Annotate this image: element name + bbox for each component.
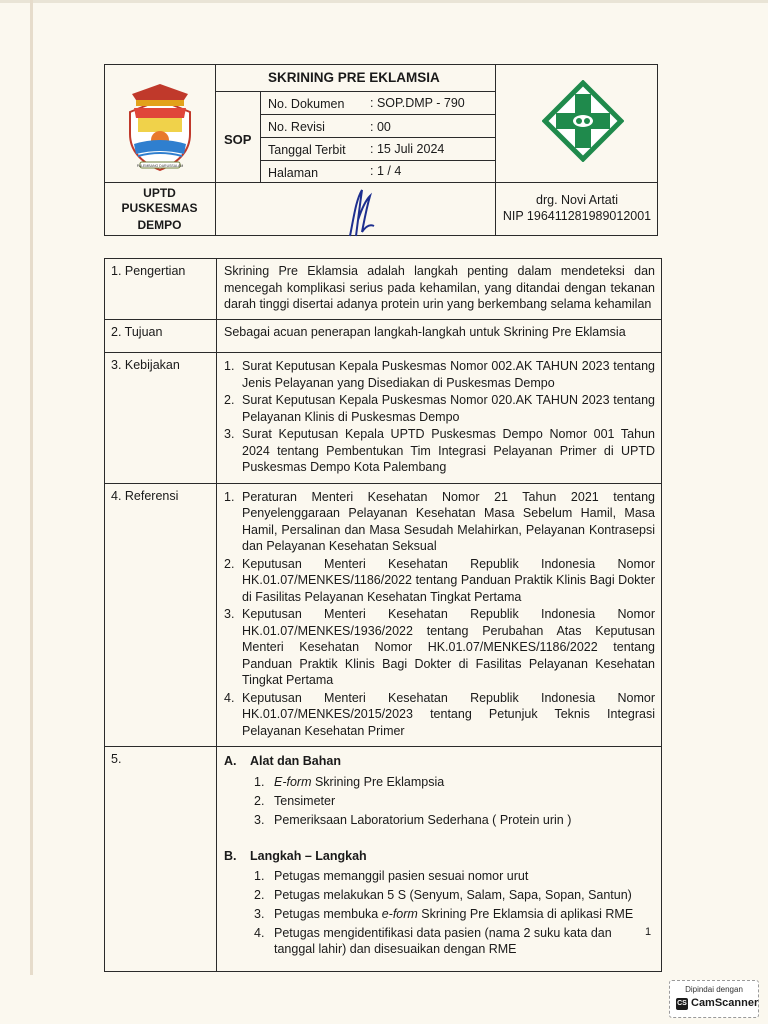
kebijakan-item: 2. Surat Keputusan Kepala Puskesmas Nomor 020.AK TAHUN 2023 tentang Pelayanan Klinis di Puskesmas Dempo (224, 393, 655, 424)
field-value-halaman: : 1 / 4 (370, 164, 402, 178)
signature (336, 186, 384, 238)
label-kebijakan: 3. Kebijakan (105, 353, 217, 483)
referensi-list (224, 489, 655, 740)
langkah-list (224, 868, 655, 957)
alat-item: 1. E-form Skrining Pre Eklampsia (254, 774, 445, 789)
row-prosedur (104, 747, 662, 972)
field-value-no-revisi: : 00 (370, 120, 391, 134)
sop-content-table (104, 258, 662, 972)
signer-nip: NIP 196411281989012001 (502, 209, 652, 223)
puskesmas-logo (542, 80, 624, 162)
page-title: SKRINING PRE EKLAMSIA (268, 70, 440, 85)
text-pengertian: Skrining Pre Eklamsia adalah langkah penting dalam mendeteksi dan mencegah komplikasi serius pada kehamilan, yang ditandai dengan tekanan darah tinggi disertai adanya protein urin yang berkembang selama kehamilan (224, 264, 655, 311)
alat-item: 3. Pemeriksaan Laboratorium Sederhana ( Protein urin ) (254, 812, 572, 827)
text-tujuan: Sebagai acuan penerapan langkah-langkah untuk Skrining Pre Eklamsia (224, 324, 626, 339)
scanner-caption: Dipindai dengan (685, 985, 743, 994)
referensi-item: 4. Keputusan Menteri Kesehatan Republik Indonesia Nomor HK.01.07/MENKES/2015/2023 tentang Petunjuk Teknis Integrasi Pelayanan Kesehatan Primer (224, 690, 655, 738)
row-tujuan (104, 320, 662, 354)
label-prosedur: 5. (105, 747, 217, 971)
alat-list (224, 774, 655, 828)
palembang-crest-logo (124, 78, 196, 174)
langkah-item: 4. Petugas mengidentifikasi data pasien (nama 2 suku kata dan tanggal lahir) dan disesuaikan dengan RME (254, 926, 612, 956)
scan-left-edge (30, 0, 33, 975)
field-label-halaman: Halaman (268, 166, 319, 180)
label-tujuan: 2. Tujuan (105, 320, 217, 353)
crest-motto: PALEMBANG DARUSSALAM (136, 164, 184, 168)
referensi-item: 3. Keputusan Menteri Kesehatan Republik Indonesia Nomor HK.01.07/MENKES/1936/2022 tentang Perubahan Atas Keputusan Menteri Kesehatan Nomor HK.01.07/MENKES/1186/2022 tentang Panduan Praktik Klinis Bagi Dokter di Fasilitas Pelayanan Kesehatan Tingkat Pertama (224, 607, 655, 687)
row-kebijakan (104, 353, 662, 484)
sop-label: SOP (224, 132, 252, 147)
field-label-tanggal-terbit: Tanggal Terbit (268, 143, 346, 157)
camscanner-icon: CS (676, 998, 688, 1010)
kebijakan-item: 3. Surat Keputusan Kepala UPTD Puskesmas Dempo Nomor 001 Tahun 2024 tentang Pembentukan Tim Integrasi Pelayanan Primer di UPTD Puskesmas Dempo Kota Palembang (224, 427, 655, 474)
section-b-title: B. Langkah – Langkah (224, 848, 367, 863)
scan-top-edge (0, 0, 768, 3)
signer-name: drg. Novi Artati (536, 193, 618, 207)
org-line-uptd: UPTD (143, 186, 176, 200)
langkah-item: 2. Petugas melakukan 5 S (Senyum, Salam, Sapa, Sopan, Santun) (254, 888, 632, 902)
referensi-item: 2. Keputusan Menteri Kesehatan Republik Indonesia Nomor HK.01.07/MENKES/1186/2022 tentang Panduan Praktik Klinis Bagi Dokter di Fasilitas Pelayanan Kesehatan Tingkat Pertama (224, 556, 655, 604)
org-line-puskesmas: PUSKESMAS (121, 201, 198, 215)
field-value-tanggal-terbit: : 15 Juli 2024 (370, 142, 445, 156)
sop-header-table (104, 64, 658, 236)
camscanner-watermark (669, 980, 759, 1018)
kebijakan-list (224, 358, 655, 476)
langkah-item: 1. Petugas memanggil pasien sesuai nomor urut (254, 869, 529, 883)
referensi-item: 1. Peraturan Menteri Kesehatan Nomor 21 Tahun 2021 tentang Penyelenggaraan Pelayanan Kesehatan Masa Sebelum Hamil, Masa Hamil, Persalinan dan Masa Sesudah Melahirkan, Pelayanan Kontrasepsi dan Pelayanan Kesehatan Seksual (224, 489, 655, 553)
row-pengertian (104, 258, 662, 320)
label-referensi: 4. Referensi (105, 484, 217, 747)
kebijakan-item: 1. Surat Keputusan Kepala Puskesmas Nomor 002.AK TAHUN 2023 tentang Jenis Pelayanan yang Disediakan di Puskesmas Dempo (224, 359, 655, 390)
langkah-item: 3. Petugas membuka e-form Skrining Pre Eklamsia di aplikasi RME (254, 907, 634, 921)
scanner-brand: CamScanner (691, 997, 759, 1009)
field-value-no-dokumen: : SOP.DMP - 790 (370, 96, 465, 110)
org-line-dempo: DEMPO (137, 218, 182, 232)
row-referensi (104, 484, 662, 748)
field-label-no-revisi: No. Revisi (268, 120, 325, 134)
section-a-title: A. Alat dan Bahan (224, 754, 341, 768)
field-label-no-dokumen: No. Dokumen (268, 97, 345, 111)
page-number: 1 (645, 926, 652, 938)
alat-item: 2. Tensimeter (254, 793, 336, 808)
label-pengertian: 1. Pengertian (105, 259, 217, 319)
